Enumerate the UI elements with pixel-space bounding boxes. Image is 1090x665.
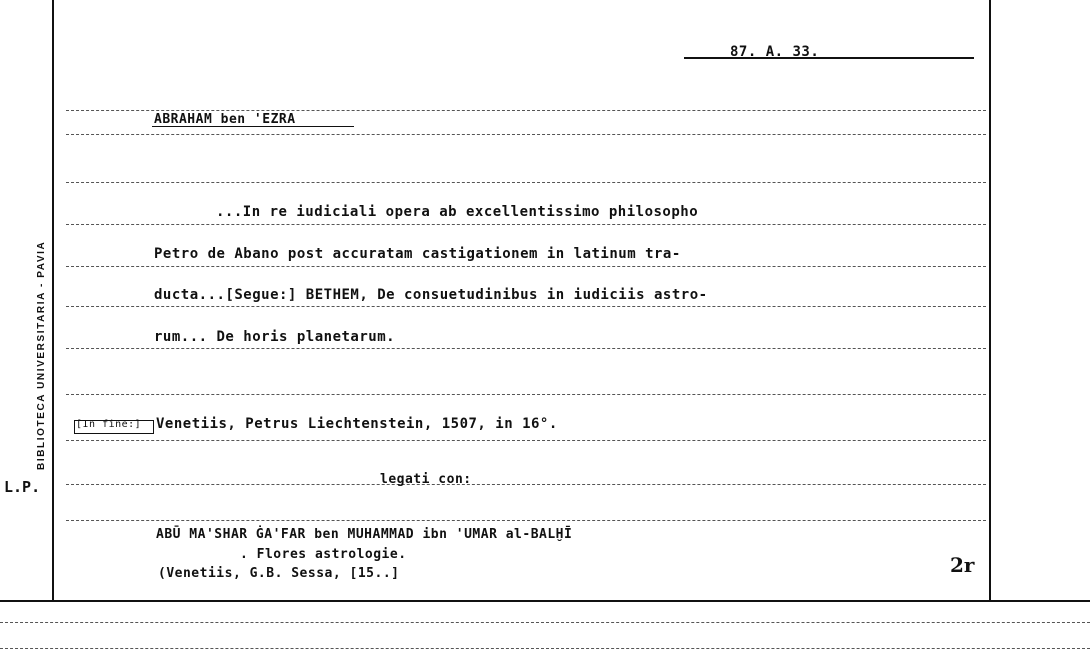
ruled-line: [66, 440, 986, 441]
imprint: Venetiis, Petrus Liechtenstein, 1507, in 16°.: [156, 416, 558, 432]
ruled-line: [66, 266, 986, 267]
ruled-line: [66, 520, 986, 521]
bound-with-line-3: (Venetiis, G.B. Sessa, [15..]: [158, 566, 400, 581]
ruled-line: [66, 394, 986, 395]
ruled-line: [66, 348, 986, 349]
bottom-dashed-rule: [0, 622, 1090, 623]
title-line-1: ...In re iudiciali opera ab excellentissimo philosopho: [216, 204, 699, 220]
blank-area: [494, 545, 554, 595]
bound-with-label: legati con:: [380, 472, 472, 487]
title-line-3: ducta...[Segue:] BETHEM, De consuetudinibus in iudiciis astro-: [154, 287, 708, 303]
author-heading: ABRAHAM ben 'EZRA: [154, 112, 296, 127]
ruled-line: [66, 484, 986, 485]
bound-with-line-2: . Flores astrologie.: [240, 547, 407, 562]
shelfmark: 87. A. 33.: [730, 44, 820, 60]
ruled-line: [66, 306, 986, 307]
ruled-line: [66, 224, 986, 225]
bottom-dashed-rule-2: [0, 648, 1090, 649]
title-line-2: Petro de Abano post accuratam castigationem in latinum tra-: [154, 246, 681, 262]
lp-label: L.P.: [4, 478, 41, 496]
ruled-line: [66, 110, 986, 111]
corner-mark: 2r: [950, 553, 975, 577]
library-stamp: BIBLIOTECA UNIVERSITARIA - PAVIA: [36, 240, 47, 470]
ruled-line: [66, 134, 986, 135]
card-right-border: [989, 0, 991, 600]
imprint-bracket: [In fine:]: [76, 419, 142, 430]
bound-with-line-1: ABŪ MA'SHAR ĠA'FAR ben MUHAMMAD ibn 'UMAR al-BALḪĪ: [156, 527, 573, 542]
card-bottom-border: [0, 600, 1090, 602]
heading-underline: [152, 126, 354, 127]
card-left-border: [52, 0, 54, 600]
title-line-4: rum... De horis planetarum.: [154, 329, 396, 345]
shelfmark-underline: [684, 57, 974, 59]
ruled-line: [66, 182, 986, 183]
